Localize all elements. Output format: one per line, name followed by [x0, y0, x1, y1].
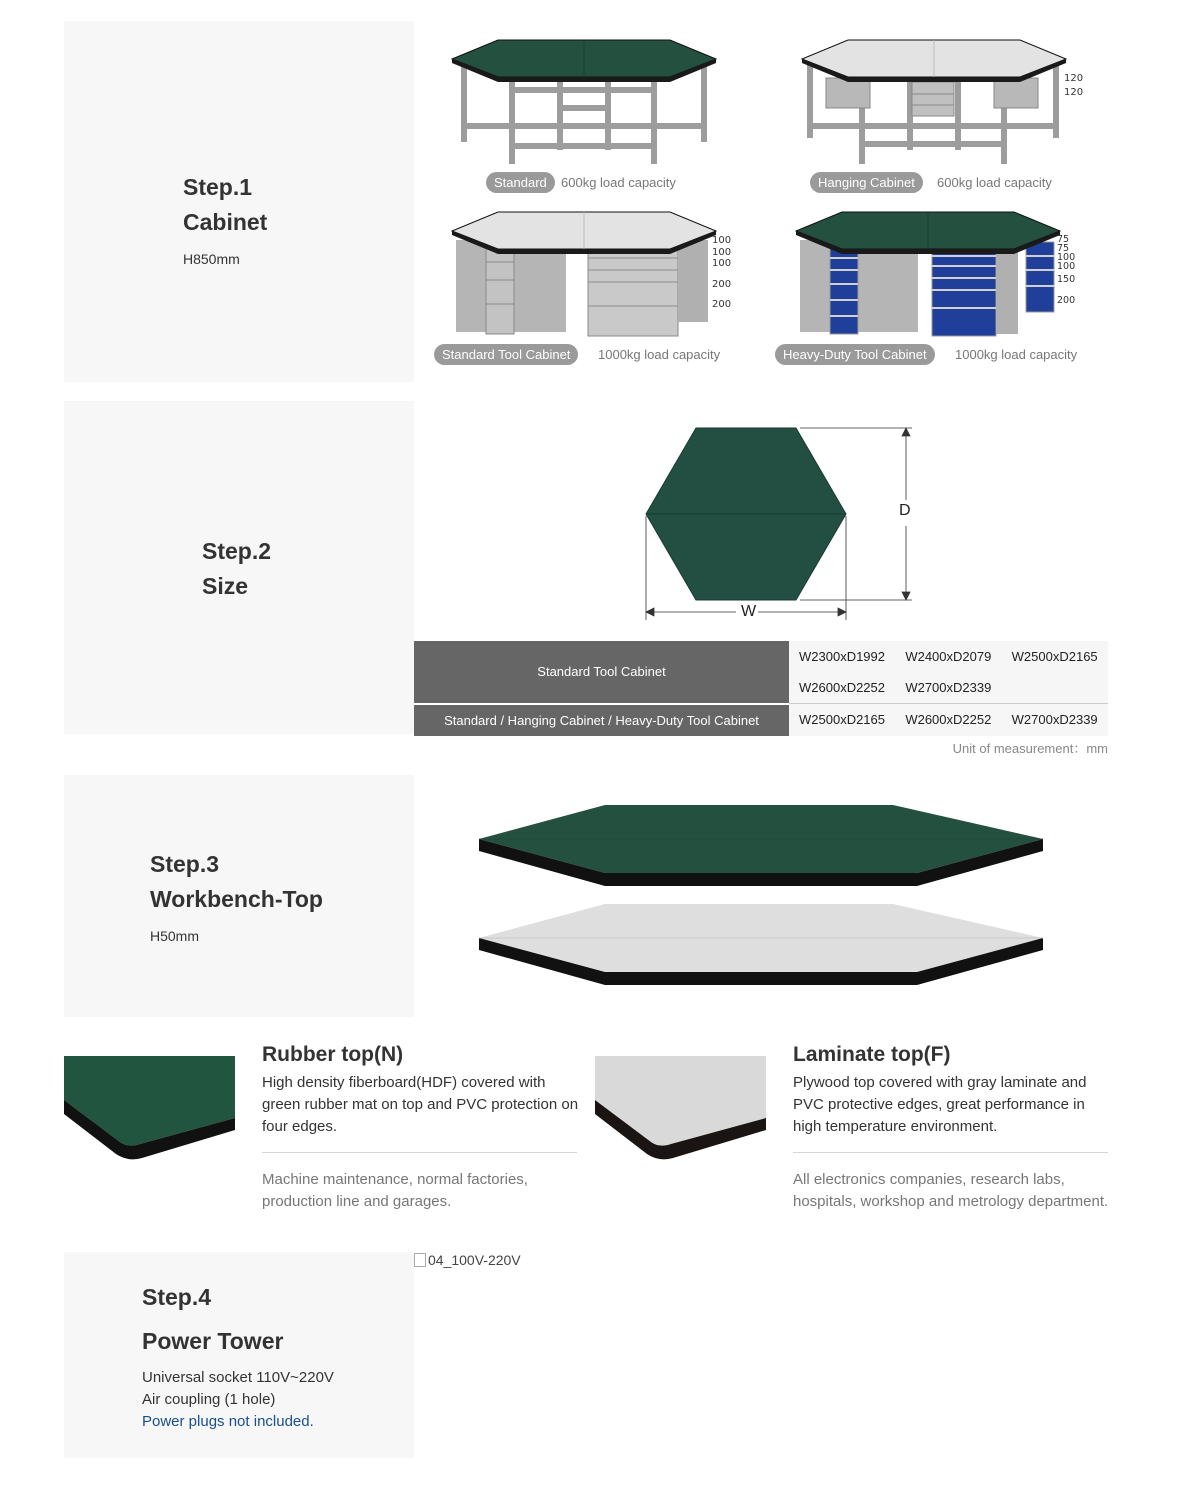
heavy-duty-drawer-dims: 75 75 100 100 150 200: [1057, 234, 1076, 306]
step2-label: Step.2: [202, 538, 272, 564]
step3-label: Step.3: [150, 851, 220, 877]
laminate-divider: [793, 1152, 1108, 1153]
rubber-divider: [262, 1152, 577, 1153]
option-capacity-hanging-cabinet: 600kg load capacity: [937, 175, 1052, 190]
size-cell: [1002, 672, 1108, 704]
broken-image-icon: [414, 1253, 426, 1267]
laminate-corner-image: [595, 1052, 767, 1164]
option-label-heavy-duty-tool-cabinet[interactable]: Heavy-Duty Tool Cabinet: [775, 344, 935, 365]
option-capacity-standard: 600kg load capacity: [561, 175, 676, 190]
table-header-other-cabinets: Standard / Hanging Cabinet / Heavy-Duty Tool Cabinet: [414, 704, 789, 736]
option-label-standard-tool-cabinet[interactable]: Standard Tool Cabinet: [434, 344, 578, 365]
size-cell: W2700xD2339: [895, 672, 1001, 704]
rubber-corner-image: [64, 1052, 236, 1164]
width-label: W: [741, 603, 757, 620]
table-header-standard-tool-cabinet: Standard Tool Cabinet: [414, 641, 789, 704]
step1-height: H850mm: [183, 251, 240, 267]
power-tower-image: [414, 1252, 521, 1268]
laminate-top-applications: All electronics companies, research labs, hospitals, workshop and metrology department.: [793, 1171, 1109, 1210]
option-capacity-standard-tool-cabinet: 1000kg load capacity: [598, 347, 721, 362]
depth-label: D: [899, 502, 911, 519]
step4-label: Step.4: [142, 1284, 212, 1310]
size-cell: W2300xD1992: [789, 641, 895, 672]
step3-height: H50mm: [150, 928, 200, 944]
step1-label: Step.1: [183, 174, 253, 200]
standard-tool-drawer-dims: 100 100 100 200 200: [712, 235, 732, 310]
option-label-hanging-cabinet[interactable]: Hanging Cabinet: [810, 172, 923, 193]
laminate-top-image: [475, 902, 1047, 988]
size-cell: W2500xD2165: [1002, 641, 1108, 672]
size-table: [414, 641, 1108, 736]
size-cell: W2600xD2252: [789, 672, 895, 704]
rubber-top-image: [475, 803, 1047, 889]
laminate-top-description: Plywood top covered with gray laminate and PVC protective edges, great performance in high temperature environment.: [793, 1074, 1087, 1135]
laminate-top-title: Laminate top(F): [793, 1043, 951, 1066]
step1-title: Cabinet: [183, 209, 268, 235]
standard-tool-cabinet-image: [448, 210, 720, 342]
standard-cabinet-image: [448, 38, 720, 170]
hanging-cabinet-image: [798, 38, 1070, 170]
option-capacity-heavy-duty-tool-cabinet: 1000kg load capacity: [955, 347, 1078, 362]
heavy-duty-tool-cabinet-image: [792, 210, 1064, 342]
rubber-top-applications: Machine maintenance, normal factories, production line and garages.: [262, 1171, 528, 1210]
size-cell: W2600xD2252: [895, 704, 1001, 736]
hanging-drawer-dims: 120 120: [1064, 73, 1084, 98]
power-tower-image-alt: 04_100V-220V: [428, 1252, 521, 1268]
unit-note: Unit of measurement：mm: [952, 741, 1108, 756]
size-cell: W2700xD2339: [1002, 704, 1108, 736]
option-label-standard[interactable]: Standard: [486, 172, 555, 193]
rubber-top-description: High density fiberboard(HDF) covered with green rubber mat on top and PVC protection on four edges.: [262, 1074, 579, 1135]
rubber-top-title: Rubber top(N): [262, 1043, 404, 1066]
step3-title: Workbench-Top: [150, 886, 323, 912]
size-cell: W2500xD2165: [789, 704, 895, 736]
step2-title: Size: [202, 573, 249, 599]
size-diagram: [630, 420, 930, 625]
step4-title: Power Tower: [142, 1328, 284, 1354]
step4-feature-socket: Universal socket 110V~220V: [142, 1369, 334, 1386]
table-row: [414, 641, 1108, 672]
step4-feature-air-coupling: Air coupling (1 hole): [142, 1391, 276, 1408]
step4-note: Power plugs not included.: [142, 1413, 314, 1430]
table-row: [414, 704, 1108, 736]
size-cell: W2400xD2079: [895, 641, 1001, 672]
